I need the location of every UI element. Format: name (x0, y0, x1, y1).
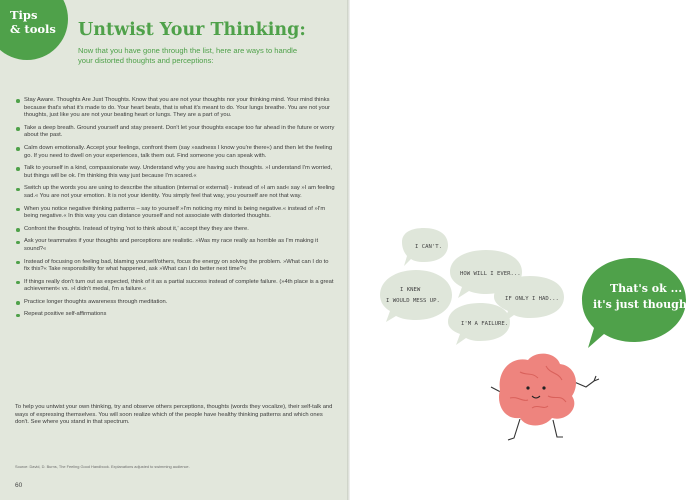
speech-bubble (582, 258, 698, 348)
thought-bubble (402, 228, 448, 266)
tips-tools-label (10, 8, 56, 36)
tip-item: Instead of focusing on feeling bad, blaming yourself/others, focus the energy on solving the problem. »What can I do to fix this?« Take responsibility for what happened, ask »What can I do better next time?« (15, 259, 335, 274)
page-subtitle: Now that you have gone through the list, here are ways to handle your distorted thoughts and perceptions: (78, 46, 298, 65)
thought-bubble (448, 303, 510, 345)
tip-item: Calm down emotionally. Accept your feelings, confront them (say »sadness I know you're there«) and then let the feeling go. If you need to dwell on your experiences, talk them out. Find someone you can speak with. (15, 145, 335, 160)
tip-item: Confront the thoughts. Instead of trying 'not to think about it,' accept they they are there. (15, 226, 335, 234)
thoughts-illustration (350, 0, 700, 500)
tip-item: Repeat positive self-affirmations (15, 311, 335, 319)
closing-paragraph: To help you untwist your own thinking, try and observe others perceptions, thoughts (words they vocalize), their self-talk and ways of expressing themselves. You will soon realize which of the people have healthy thinking patterns and which ones don't. See where you stand in that spectrum. (15, 404, 333, 426)
tip-item: Switch up the words you are using to describe the situation (internal or external) - instead of »I am sad« say »I am feeling sad.« You are not your emotion. It is not your identity. You simply feel that way, you yourself are not that way. (15, 185, 335, 200)
tip-item: If things really don't turn out as expected, think of it as a partial success instead of complete failure. (»4th place is a great achievement« vs. »I didn't medal, I'm a failure.« (15, 279, 335, 294)
page-title: Untwist Your Thinking: (78, 20, 306, 40)
page-number: 60 (15, 482, 23, 489)
speech-bubble-line-1: That's ok ... (610, 282, 683, 295)
thought-bubble-text: I WOULD MESS UP. (386, 298, 440, 304)
tip-item: Practice longer thoughts awareness through meditation. (15, 299, 335, 307)
tips-tools-badge (0, 0, 68, 60)
thought-bubble-text: I KNEW (400, 287, 421, 293)
thought-bubble-text: HOW WILL I EVER... (460, 271, 521, 277)
tag-line-2: & tools (10, 22, 56, 36)
tip-item: Talk to yourself in a kind, compassionate way. Understand why you are having such thoughts. »I understand I'm worried, but things will be ok. I'm thinking this way just because I'm scared.« (15, 165, 335, 180)
tip-item: Stay Aware. Thoughts Are Just Thoughts. Know that you are not your thoughts nor your thinking mind. Your mind thinks because that's what it's made to do. Your heart beats, that is what it's meant to do. Your lungs breathe. You are not your thoughts, just like you are not your beating heart or lungs. They are a part of you. (15, 97, 335, 120)
tips-list (15, 97, 335, 324)
tip-item: When you notice negative thinking patterns – say to yourself »I'm noticing my mind is being negative.« instead of »I'm being negative.« In this way you can distance yourself and not associate with distorted thoughts. (15, 206, 335, 221)
tag-line-1: Tips (10, 8, 38, 22)
source-note: Source: David, D. Burns, The Feeling Good Handbook. Explanations adjusted to swimming audience. (15, 464, 190, 469)
left-page (0, 0, 347, 500)
tip-item: Ask your teammates if your thoughts and perceptions are realistic. »Was my race really as horrible as I'm making it sound?« (15, 238, 335, 253)
brain-character-icon (491, 354, 599, 440)
thought-bubble-text: I'M A FAILURE. (461, 321, 509, 327)
tip-item: Take a deep breath. Ground yourself and stay present. Don't let your thoughts escape too far ahead in the future or worry about the past. (15, 125, 335, 140)
thought-bubble-text: IF ONLY I HAD... (505, 296, 559, 302)
right-page (350, 0, 700, 500)
thought-bubble-text: I CAN'T. (415, 244, 442, 250)
thought-bubble (380, 270, 452, 322)
speech-bubble-line-2: it's just thoughts (593, 298, 699, 311)
